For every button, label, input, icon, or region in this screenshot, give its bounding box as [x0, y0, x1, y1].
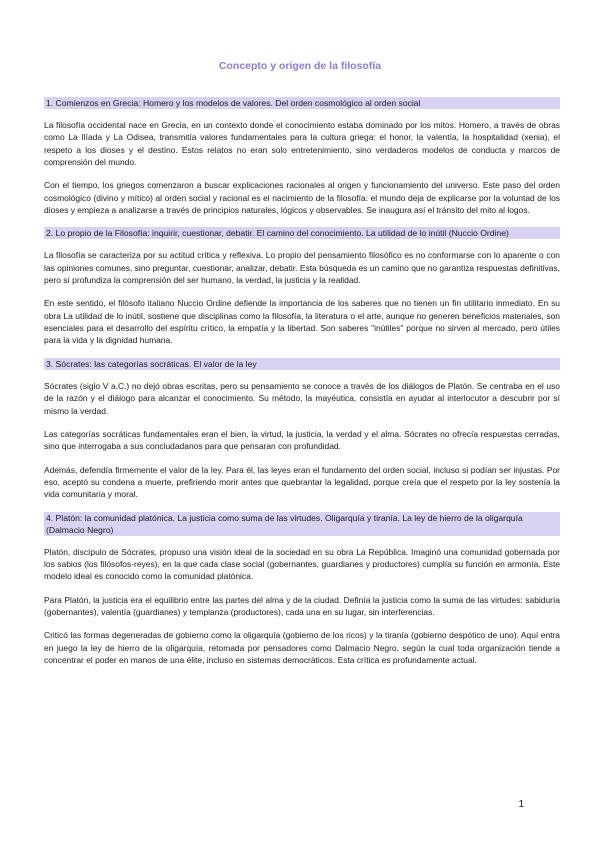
- paragraph: La filosofía se caracteriza por su actitud crítica y reflexiva. Lo propio del pensamiento filosófico es no conformarse con lo aparente o con las opiniones comunes, sino preguntar, cuestionar, analizar, debatir. Esta búsqueda es un camino que no garantiza respuestas definitivas, pero sí profundiza la comprensión del ser humano, la verdad, la justicia y la realidad.: [44, 250, 560, 286]
- page-number: 1: [518, 799, 524, 810]
- paragraph: Criticó las formas degeneradas de gobierno como la oligarquía (gobierno de los ricos) y la tiranía (gobierno despótico de uno). Aquí entra en juego la ley de hierro de la oligarquía, retomada por pensadores como Dalmacio Negro, según la cual toda organización tiende a concentrar el poder en manos de una élite, incluso en sistemas democráticos. Esta crítica es profundamente actual.: [44, 630, 560, 665]
- paragraph: Sócrates (siglo V a.C.) no dejó obras escritas, pero su pensamiento se conoce a través de los diálogos de Platón. Se centraba en el uso de la razón y el diálogo para alcanzar el conocimiento. Su método, la mayéutica, consistía en ayudar al interlocutor a descubrir por sí mismo la verdad.: [44, 380, 560, 416]
- section-heading-4: 4. Platón: la comunidad platónica. La justicia como suma de las virtudes. Oligarquía y tiranía. La ley de hierro de la oligarquía (Dalmacio Negro): [44, 512, 560, 536]
- paragraph: La filosofía occidental nace en Grecia, en un contexto donde el conocimiento estaba dominado por los mitos. Homero, a través de obras como La Ilíada y La Odisea, transmitía valores fundamentales para la cultura griega: el honor, la valentía, la hospitalidad (xenia), el respeto a los dioses y el destino. Estos relatos no eran solo entretenimiento, sino verdaderos modelos de conducta y marcos de comprensión del mundo.: [44, 120, 560, 168]
- paragraph: Además, defendía firmemente el valor de la ley. Para él, las leyes eran el fundamento del orden social, incluso si podían ser injustas. Por eso, aceptó su condena a muerte, prefiriendo morir antes que quebrantar la legalidad, porque creía que el respeto por la ley sostenía la vida comunitaria y moral.: [44, 464, 560, 500]
- paragraph: Platón, discípulo de Sócrates, propuso una visión ideal de la sociedad en su obra La República. Imaginó una comunidad gobernada por los sabios (los filósofos-reyes), en la que cada clase social (gobernantes, guardianes y productores) cumplía su función en armonía. Este modelo ideal es conocido como la comunidad platónica.: [44, 546, 560, 582]
- document-body: [44, 97, 560, 677]
- section-heading-3: 3. Sócrates: las categorías socráticas. El valor de la ley: [44, 358, 560, 370]
- paragraph: Las categorías socráticas fundamentales eran el bien, la virtud, la justicia, la verdad y el alma. Sócrates no ofrecía respuestas cerradas, sino que interrogaba a sus conciudadanos para que pensaran con profundidad.: [44, 428, 560, 452]
- paragraph: Con el tiempo, los griegos comenzaron a buscar explicaciones racionales al origen y funcionamiento del universo. Este paso del orden cosmológico (divino y mítico) al orden social y racional es el nacimiento de la filosofía: el mundo deja de explicarse por la voluntad de los dioses y empieza a analizarse a través de principios naturales, lógicos y observables. Se inaugura así el tránsito del mito al logos.: [44, 180, 560, 216]
- paragraph: En este sentido, el filósofo italiano Nuccio Ordine defiende la importancia de los saberes que no tienen un fin utilitario inmediato. En su obra La utilidad de lo inútil, sostiene que disciplinas como la filosofía, la literatura o el arte, aunque no generen beneficios materiales, son esenciales para el desarrollo del espíritu crítico, la empatía y la libertad. Son saberes "inútiles" porque no sirven al mercado, pero útiles para la vida y la dignidad humana.: [44, 298, 560, 346]
- section-heading-2: 2. Lo propio de la Filosofía: inquirir, cuestionar, debatir. El camino del conocimiento. La utilidad de lo inútil (Nuccio Ordine): [44, 227, 560, 239]
- section-heading-1: 1. Comienzos en Grecia: Homero y los modelos de valores. Del orden cosmológico al orden social: [44, 97, 560, 109]
- paragraph: Para Platón, la justicia era el equilibrio entre las partes del alma y de la ciudad. Definía la justicia como la suma de las virtudes: sabiduría (gobernantes), valentía (guardianes) y templanza (productores), cada una en su lugar, sin interferencias.: [44, 594, 560, 617]
- document-title: Concepto y origen de la filosofía: [218, 60, 382, 72]
